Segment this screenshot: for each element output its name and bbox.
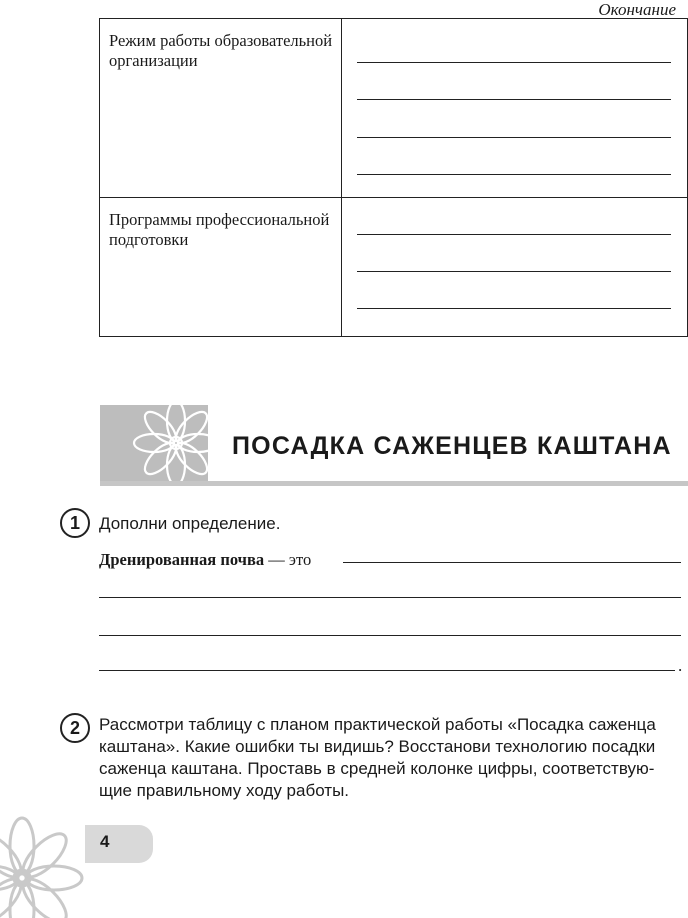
task2-line: саженца каштана. Проставь в средней колонке цифры, соответствую- bbox=[99, 759, 655, 778]
end-period: . bbox=[678, 656, 683, 675]
page-number: 4 bbox=[100, 832, 110, 851]
banner-underline bbox=[100, 481, 688, 486]
write-line[interactable] bbox=[357, 62, 671, 63]
definition-prompt bbox=[99, 549, 311, 571]
page-number-tab bbox=[85, 825, 153, 863]
table-answer-cell[interactable] bbox=[342, 19, 688, 198]
task2-line: Рассмотри таблицу с планом практической работы «Посадка саженца bbox=[99, 715, 656, 734]
write-line[interactable] bbox=[357, 174, 671, 175]
write-line[interactable] bbox=[357, 137, 671, 138]
continuation-label: Окончание bbox=[598, 0, 676, 19]
flower-icon bbox=[100, 405, 208, 483]
row-label-work-mode: Режим работы образовательной организации bbox=[109, 31, 333, 70]
answer-line[interactable] bbox=[343, 562, 681, 563]
table-label-cell bbox=[100, 198, 342, 337]
table-row bbox=[100, 198, 688, 337]
corner-flower-icon bbox=[0, 808, 90, 918]
definition-term: Дренированная почва bbox=[99, 550, 265, 569]
answer-line[interactable] bbox=[99, 635, 681, 636]
table-answer-cell[interactable] bbox=[342, 198, 688, 337]
write-line[interactable] bbox=[357, 271, 671, 272]
table-row bbox=[100, 19, 688, 198]
task-number-badge: 2 bbox=[60, 713, 90, 743]
row-label-training-programs: Программы профессиональной подготовки bbox=[109, 210, 330, 249]
banner-gray-block bbox=[100, 405, 208, 483]
task2-line: щие правильному ходу работы. bbox=[99, 781, 350, 800]
answer-line[interactable] bbox=[99, 597, 681, 598]
info-table bbox=[99, 18, 688, 337]
table-label-cell bbox=[100, 19, 342, 198]
answer-line[interactable] bbox=[99, 670, 675, 671]
task1-instruction: Дополни определение. bbox=[99, 514, 281, 533]
definition-connector: — это bbox=[264, 550, 312, 569]
task2-line: каштана». Какие ошибки ты видишь? Восстанови технологию посадки bbox=[99, 737, 656, 756]
write-line[interactable] bbox=[357, 99, 671, 100]
write-line[interactable] bbox=[357, 308, 671, 309]
task-number-badge: 1 bbox=[60, 508, 90, 538]
task2-text bbox=[99, 714, 687, 802]
write-line[interactable] bbox=[357, 234, 671, 235]
section-banner bbox=[100, 405, 688, 485]
section-title: ПОСАДКА САЖЕНЦЕВ КАШТАНА bbox=[232, 432, 672, 460]
